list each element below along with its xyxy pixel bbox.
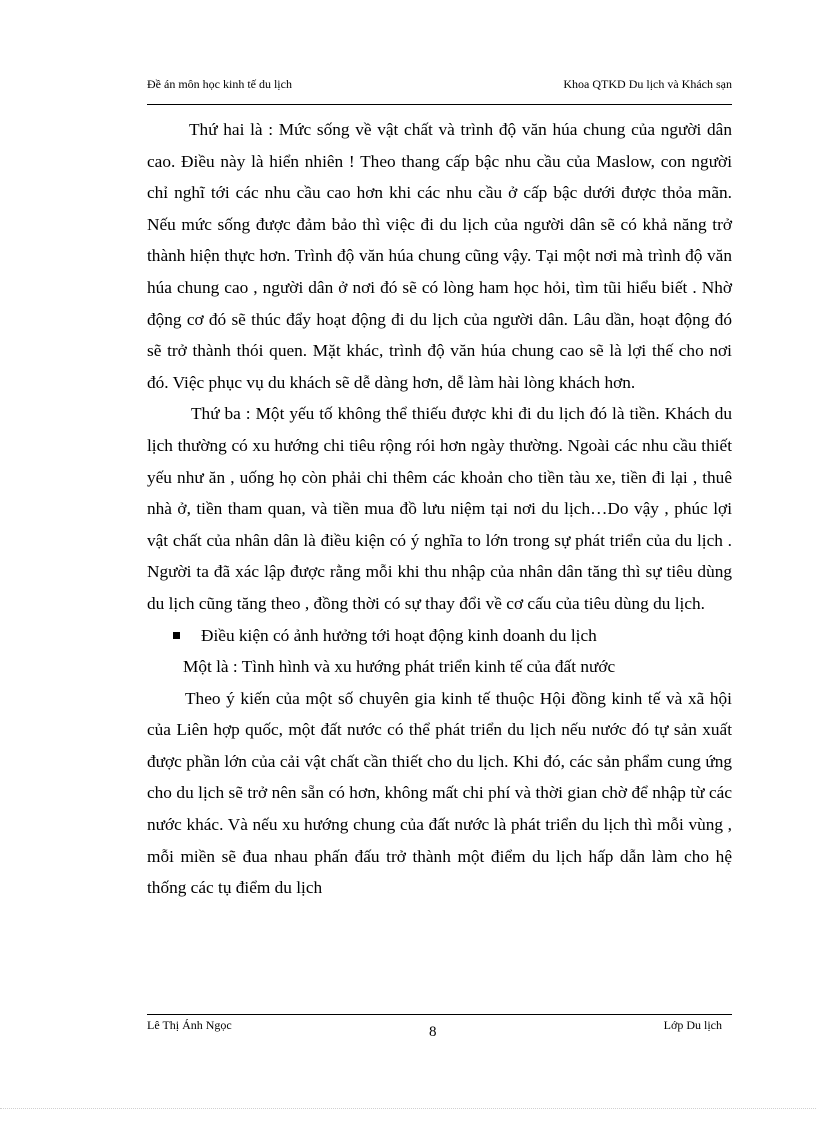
header-rule (147, 104, 732, 105)
square-bullet-icon (173, 632, 180, 639)
page-number: 8 (429, 1024, 437, 1040)
footer-class: Lớp Du lịch (663, 1018, 722, 1032)
page-bottom-border (0, 1108, 816, 1109)
footer-author: Lê Thị Ánh Ngọc (147, 1018, 232, 1032)
page-header (147, 77, 732, 92)
paragraph-thu-hai: Thứ hai là : Mức sống về vật chất và trình độ văn húa chung của người dân cao. Điều này là hiển nhiên ! Theo thang cấp bậc nhu cầu của Maslow, con người chỉ nghĩ tới các nhu cầu cao hơn khi các nhu cầu ở cấp bậc dưới được thỏa mãn. Nếu mức sống được đảm bảo thì việc đi du lịch của người dân sẽ có khả năng trở thành hiện thực hơn. Trình độ văn húa chung cũng vậy. Tại một nơi mà trình độ văn húa chung cao , người dân ở nơi đó sẽ có lòng ham học hỏi, tìm tũi hiểu biết . Nhờ động cơ đó sẽ thúc đẩy hoạt động đi du lịch của người dân. Lâu dần, hoạt động đó sẽ trở thành thói quen. Mặt khác, trình độ văn húa chung cao sẽ là lợi thế cho nơi đó. Việc phục vụ du khách sẽ dễ dàng hơn, dễ làm hài lòng khách hơn. (147, 120, 732, 392)
paragraph-thu-ba: Thứ ba : Một yếu tố không thể thiếu được khi đi du lịch đó là tiền. Khách du lịch thường có xu hướng chi tiêu rộng rói hơn ngày thường. Ngoài các nhu cầu thiết yếu như ăn , uống họ còn phải chi thêm các khoản cho tiền tàu xe, tiền đi lại , thuê nhà ở, tiền tham quan, và tiền mua đồ lưu niệm tại nơi du lịch…Do vậy , phúc lợi vật chất của nhân dân là điều kiện có ý nghĩa to lớn trong sự phát triển của du lịch . Người ta đã xác lập được rằng mỗi khi thu nhập của nhân dân tăng thì sự tiêu dùng du lịch cũng tăng theo , đồng thời có sự thay đổi về cơ cấu của tiêu dùng du lịch. (147, 404, 732, 613)
footer-rule (147, 1014, 732, 1015)
header-right-text: Khoa QTKD Du lịch và Khách sạn (563, 77, 732, 91)
paragraph-mot-la: Một là : Tình hình và xu hướng phát triển kinh tế của đất nước (183, 657, 616, 677)
header-left-text: Đề án môn học kinh tế du lịch (147, 77, 292, 91)
paragraph-theo-y-kien: Theo ý kiến của một số chuyên gia kinh tế thuộc Hội đồng kinh tế và xã hội của Liên hợp quốc, một đất nước có thể phát triển du lịch nếu nước đó tự sản xuất được phần lớn của cải vật chất cần thiết cho du lịch. Khi đó, các sản phẩm cung ứng cho du lịch sẽ trở nên sẵn có hơn, không mất chi phí và thời gian chờ để nhập từ các nước khác. Và nếu xu hướng chung của đất nước là phát triển du lịch thì mỗi vùng , mỗi miền sẽ đua nhau phấn đấu trở thành một điểm du lịch hấp dẫn làm cho hệ thống các tụ điểm du lịch (147, 688, 732, 898)
bullet-item (147, 620, 732, 652)
page-body (147, 114, 732, 904)
bullet-text: Điều kiện có ảnh hưởng tới hoạt động kinh doanh du lịch (201, 625, 597, 645)
